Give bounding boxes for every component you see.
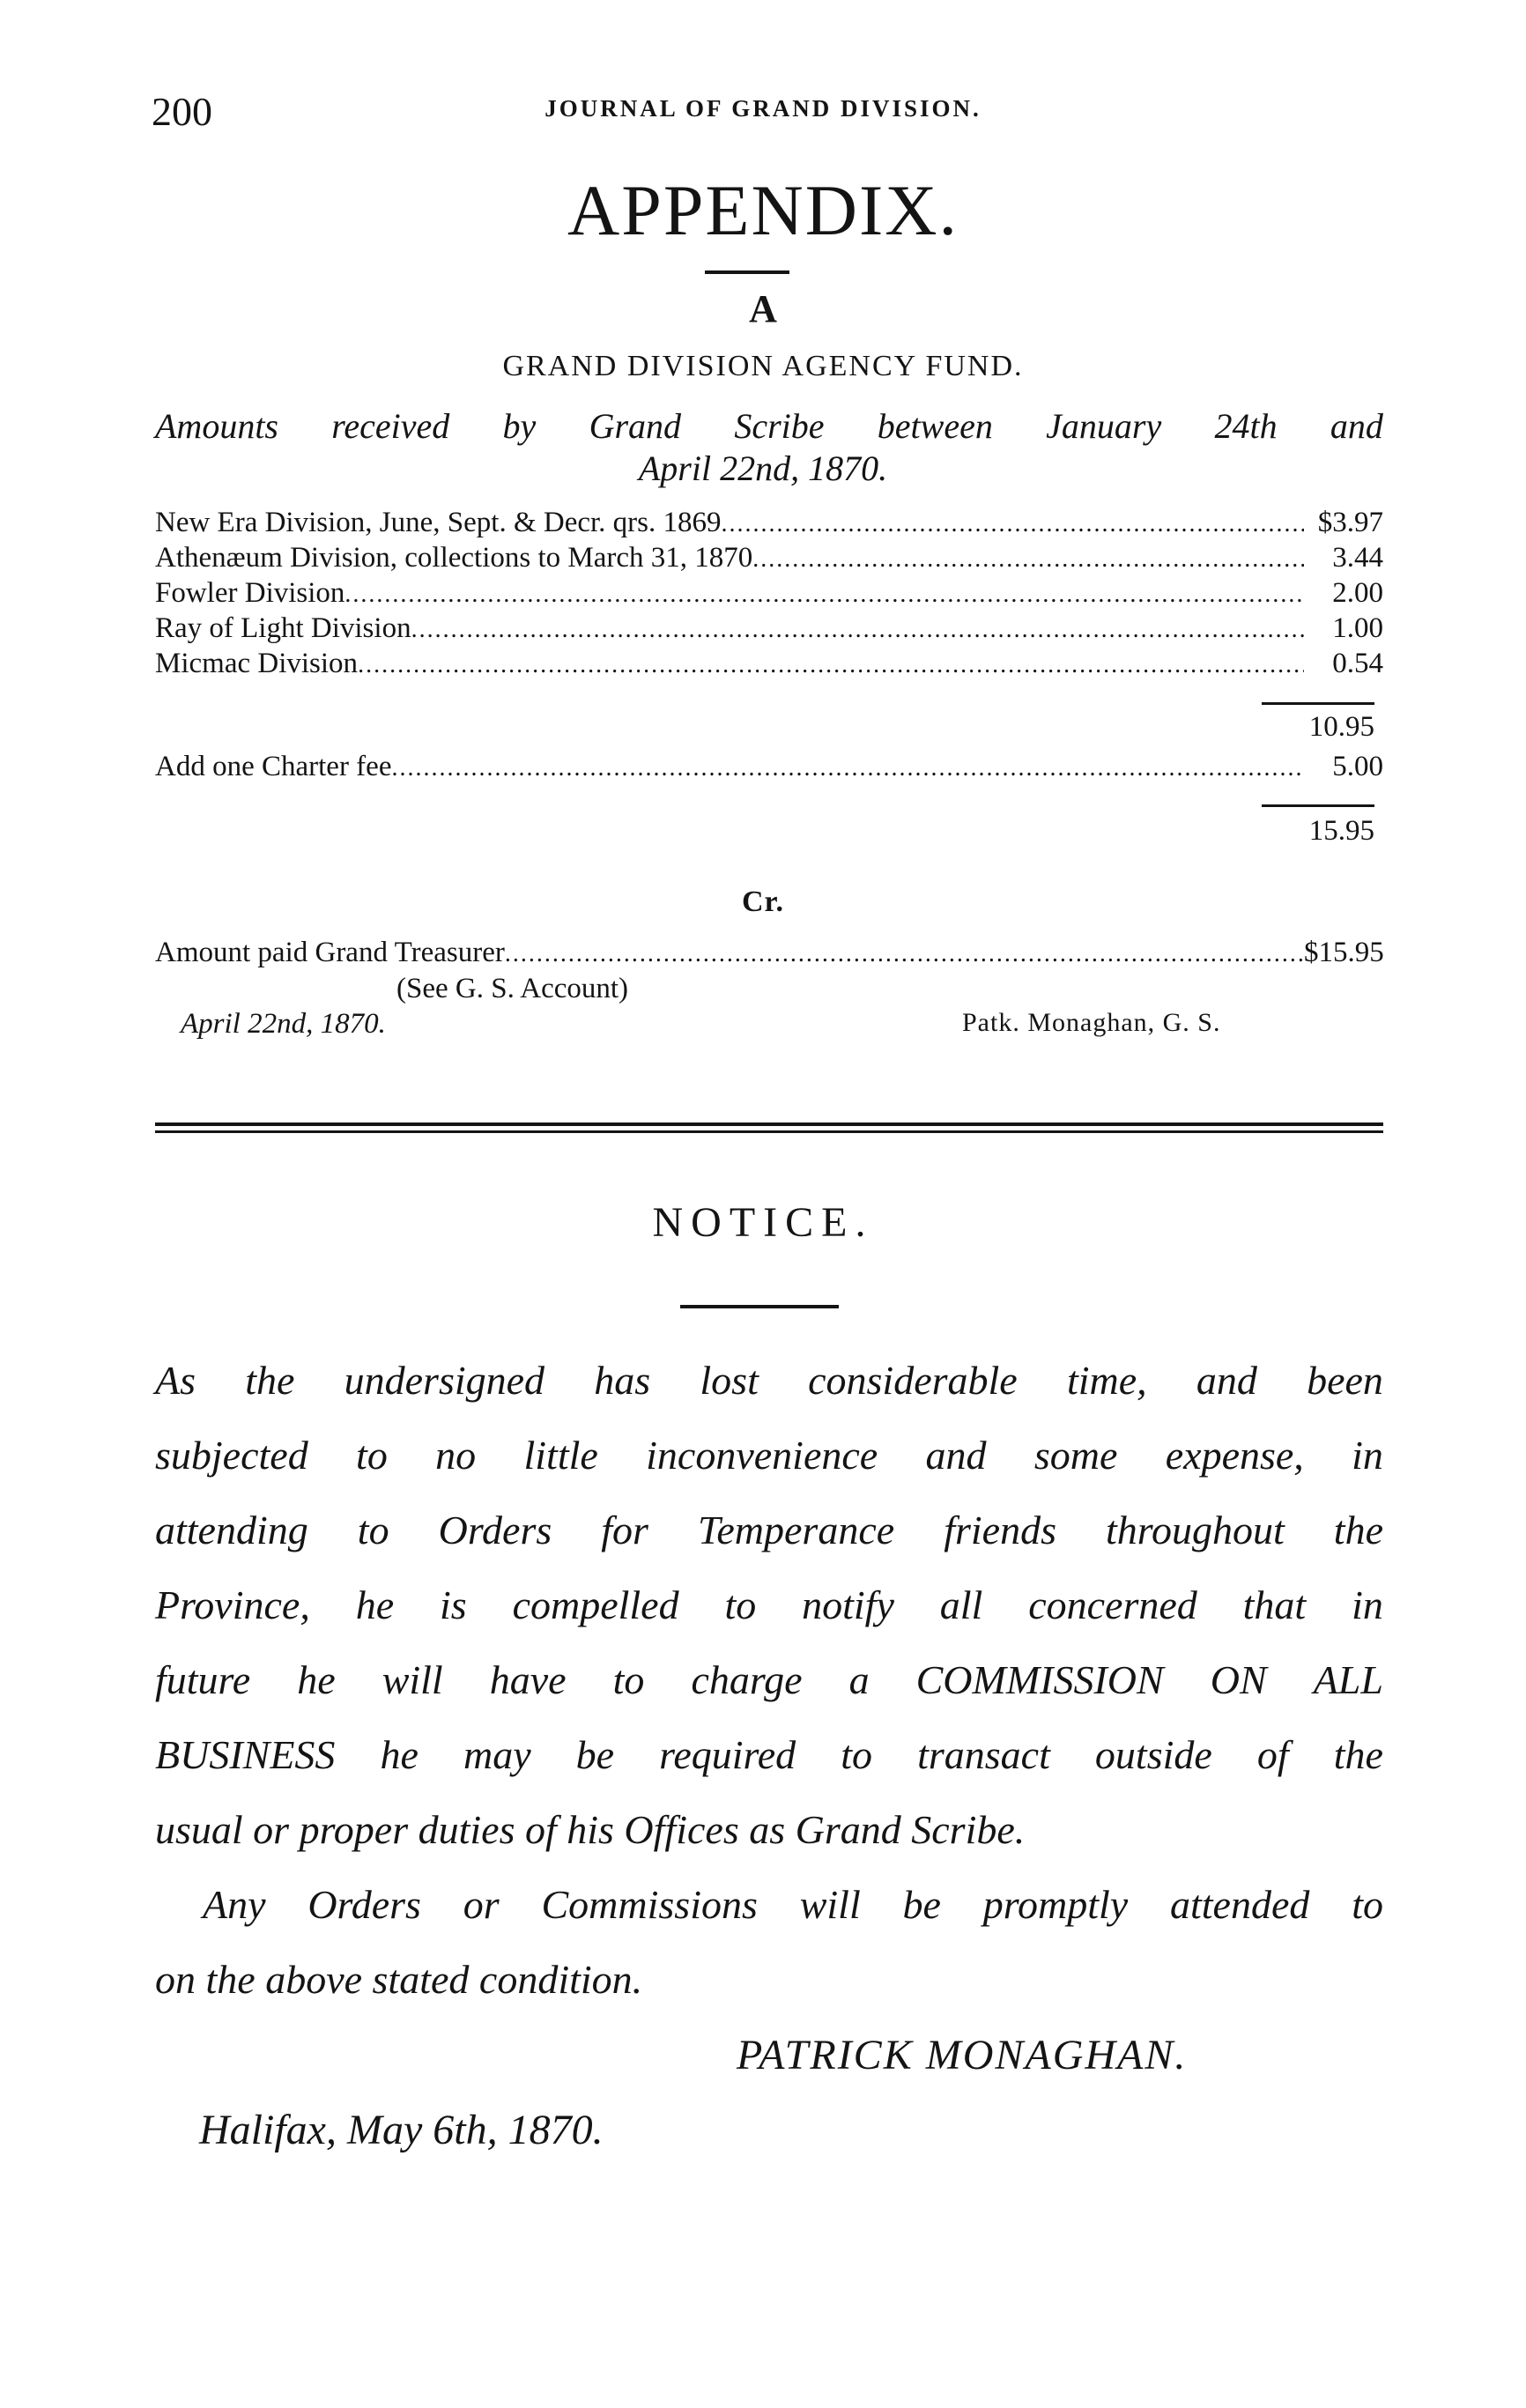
word: he (380, 1732, 419, 1777)
title-divider (705, 270, 789, 274)
entry-label: Fowler Division (155, 577, 345, 609)
word: Temperance (698, 1508, 895, 1552)
word: compelled (512, 1582, 679, 1627)
notice-line (155, 1881, 1383, 1928)
word: will (382, 1657, 443, 1702)
appendix-letter: A (749, 287, 777, 330)
ledger-entry (155, 507, 1383, 539)
word: ON (1210, 1657, 1267, 1702)
entry-amount: 3.44 (1332, 542, 1383, 574)
word: he (355, 1582, 395, 1627)
subheading-word: January (1046, 406, 1162, 446)
entry-amount: $3.97 (1317, 507, 1383, 538)
entry-label: Micmac Division (155, 648, 359, 679)
subheading-line-1 (155, 405, 1383, 447)
ledger-entry (155, 542, 1383, 574)
word: Province, (155, 1582, 310, 1627)
sum-rule (1262, 702, 1374, 705)
notice-signature: PATRICK MONAGHAN. (737, 2032, 1188, 2078)
running-head: JOURNAL OF GRAND DIVISION. (544, 95, 982, 122)
word: future (155, 1657, 251, 1702)
dot-leader (411, 616, 1304, 644)
word: Orders (307, 1882, 421, 1927)
word: charge (691, 1657, 803, 1702)
word: that (1242, 1582, 1307, 1627)
section-divider (155, 1122, 1383, 1133)
subheading-word: 24th (1214, 406, 1278, 446)
word: may (463, 1732, 531, 1777)
word: the (245, 1358, 295, 1403)
word: As (155, 1358, 196, 1403)
entry-label: New Era Division, June, Sept. & Decr. qrs. 1869 (155, 507, 722, 538)
notice-line (155, 1656, 1383, 1703)
total-amount: 15.95 (1308, 815, 1374, 847)
subheading-word: Amounts (155, 406, 278, 446)
word: to (357, 1508, 389, 1552)
subheading-word: received (331, 406, 450, 446)
fund-title: GRAND DIVISION AGENCY FUND. (502, 350, 1024, 382)
word: no (435, 1433, 477, 1478)
word: be (902, 1882, 941, 1927)
notice-line (155, 1582, 1383, 1628)
word: inconvenience (646, 1433, 878, 1478)
word: have (489, 1657, 567, 1702)
word: considerable (808, 1358, 1018, 1403)
word: required (659, 1732, 796, 1777)
word: to (612, 1657, 645, 1702)
entry-amount: $15.95 (1304, 937, 1384, 968)
sum-rule (1262, 804, 1374, 807)
entry-amount: 0.54 (1332, 648, 1383, 679)
word: attending (155, 1508, 308, 1552)
subheading-line-2: April 22nd, 1870. (638, 448, 888, 488)
appendix-signature: Patk. Monaghan, G. S. (962, 1008, 1221, 1037)
dot-leader (722, 510, 1305, 538)
entry-label: Add one Charter fee (155, 751, 392, 782)
entry-label: Athenæum Division, collections to March 31, 1870 (155, 542, 753, 574)
word: little (523, 1433, 598, 1478)
notice-line (155, 1731, 1383, 1778)
word: time, (1066, 1358, 1147, 1403)
word: is (440, 1582, 467, 1627)
word: undersigned (344, 1358, 545, 1403)
word: the (1333, 1508, 1383, 1552)
dot-leader (391, 754, 1304, 782)
word: in (1352, 1582, 1383, 1627)
word: for (601, 1508, 648, 1552)
word: friends (944, 1508, 1056, 1552)
entry-amount: 2.00 (1332, 577, 1383, 609)
subheading-word: by (502, 406, 537, 446)
word: expense, (1165, 1433, 1304, 1478)
dot-leader (505, 940, 1304, 968)
notice-title: NOTICE. (652, 1199, 874, 1246)
notice-line (155, 1507, 1383, 1553)
notice-line (155, 1357, 1383, 1404)
notice-place-date: Halifax, May 6th, 1870. (199, 2107, 604, 2153)
word: to (1352, 1882, 1383, 1927)
word: throughout (1106, 1508, 1285, 1552)
subheading-word: Scribe (734, 406, 825, 446)
subheading-word: Grand (589, 406, 682, 446)
word: of (1256, 1732, 1289, 1777)
word: the (1333, 1732, 1383, 1777)
subheading-word: and (1330, 406, 1383, 446)
word: Commissions (541, 1882, 758, 1927)
notice-line: usual or proper duties of his Offices as Grand Scribe. (155, 1807, 1026, 1852)
word: BUSINESS (155, 1732, 336, 1777)
word: concerned (1028, 1582, 1197, 1627)
entry-label: Amount paid Grand Treasurer (155, 937, 505, 968)
ledger-entry (155, 612, 1383, 645)
word: all (939, 1582, 983, 1627)
word: subjected (155, 1433, 308, 1478)
word: transact (917, 1732, 1050, 1777)
word: attended (1170, 1882, 1310, 1927)
dot-leader (358, 651, 1304, 679)
dot-leader (752, 545, 1304, 574)
payment-entry (155, 937, 1383, 969)
word: or (463, 1882, 500, 1927)
word: some (1033, 1433, 1118, 1478)
word: notify (802, 1582, 894, 1627)
appendix-date: April 22nd, 1870. (181, 1008, 386, 1040)
notice-line (155, 1432, 1383, 1478)
ledger-entry (155, 577, 1383, 610)
word: will (799, 1882, 861, 1927)
dot-leader (344, 581, 1304, 609)
subtotal-amount: 10.95 (1308, 711, 1374, 743)
word: been (1307, 1358, 1383, 1403)
ledger-entry (155, 648, 1383, 680)
appendix-title: APPENDIX. (567, 170, 959, 250)
word: has (594, 1358, 651, 1403)
charter-fee-entry (155, 751, 1383, 783)
subheading-word: between (877, 406, 993, 446)
word: to (841, 1732, 873, 1777)
credit-heading: Cr. (741, 885, 785, 918)
word: lost (700, 1358, 759, 1403)
notice-line: on the above stated condition. (155, 1957, 643, 2002)
word: to (356, 1433, 388, 1478)
word: and (925, 1433, 987, 1478)
word: promptly (982, 1882, 1129, 1927)
entry-label: Ray of Light Division (155, 612, 411, 644)
word: COMMISSION (915, 1657, 1164, 1702)
word: to (724, 1582, 757, 1627)
page-number: 200 (152, 89, 212, 134)
word: and (1196, 1358, 1257, 1403)
word: Orders (438, 1508, 552, 1552)
word: in (1352, 1433, 1383, 1478)
entry-amount: 5.00 (1332, 751, 1383, 782)
word: he (297, 1657, 336, 1702)
see-account-note: (See G. S. Account) (396, 973, 629, 1004)
word: ALL (1313, 1657, 1383, 1702)
word: a (848, 1657, 870, 1702)
entry-amount: 1.00 (1332, 612, 1383, 644)
notice-divider (680, 1305, 839, 1308)
word: be (575, 1732, 615, 1777)
word: Any (203, 1882, 266, 1927)
word: outside (1094, 1732, 1212, 1777)
